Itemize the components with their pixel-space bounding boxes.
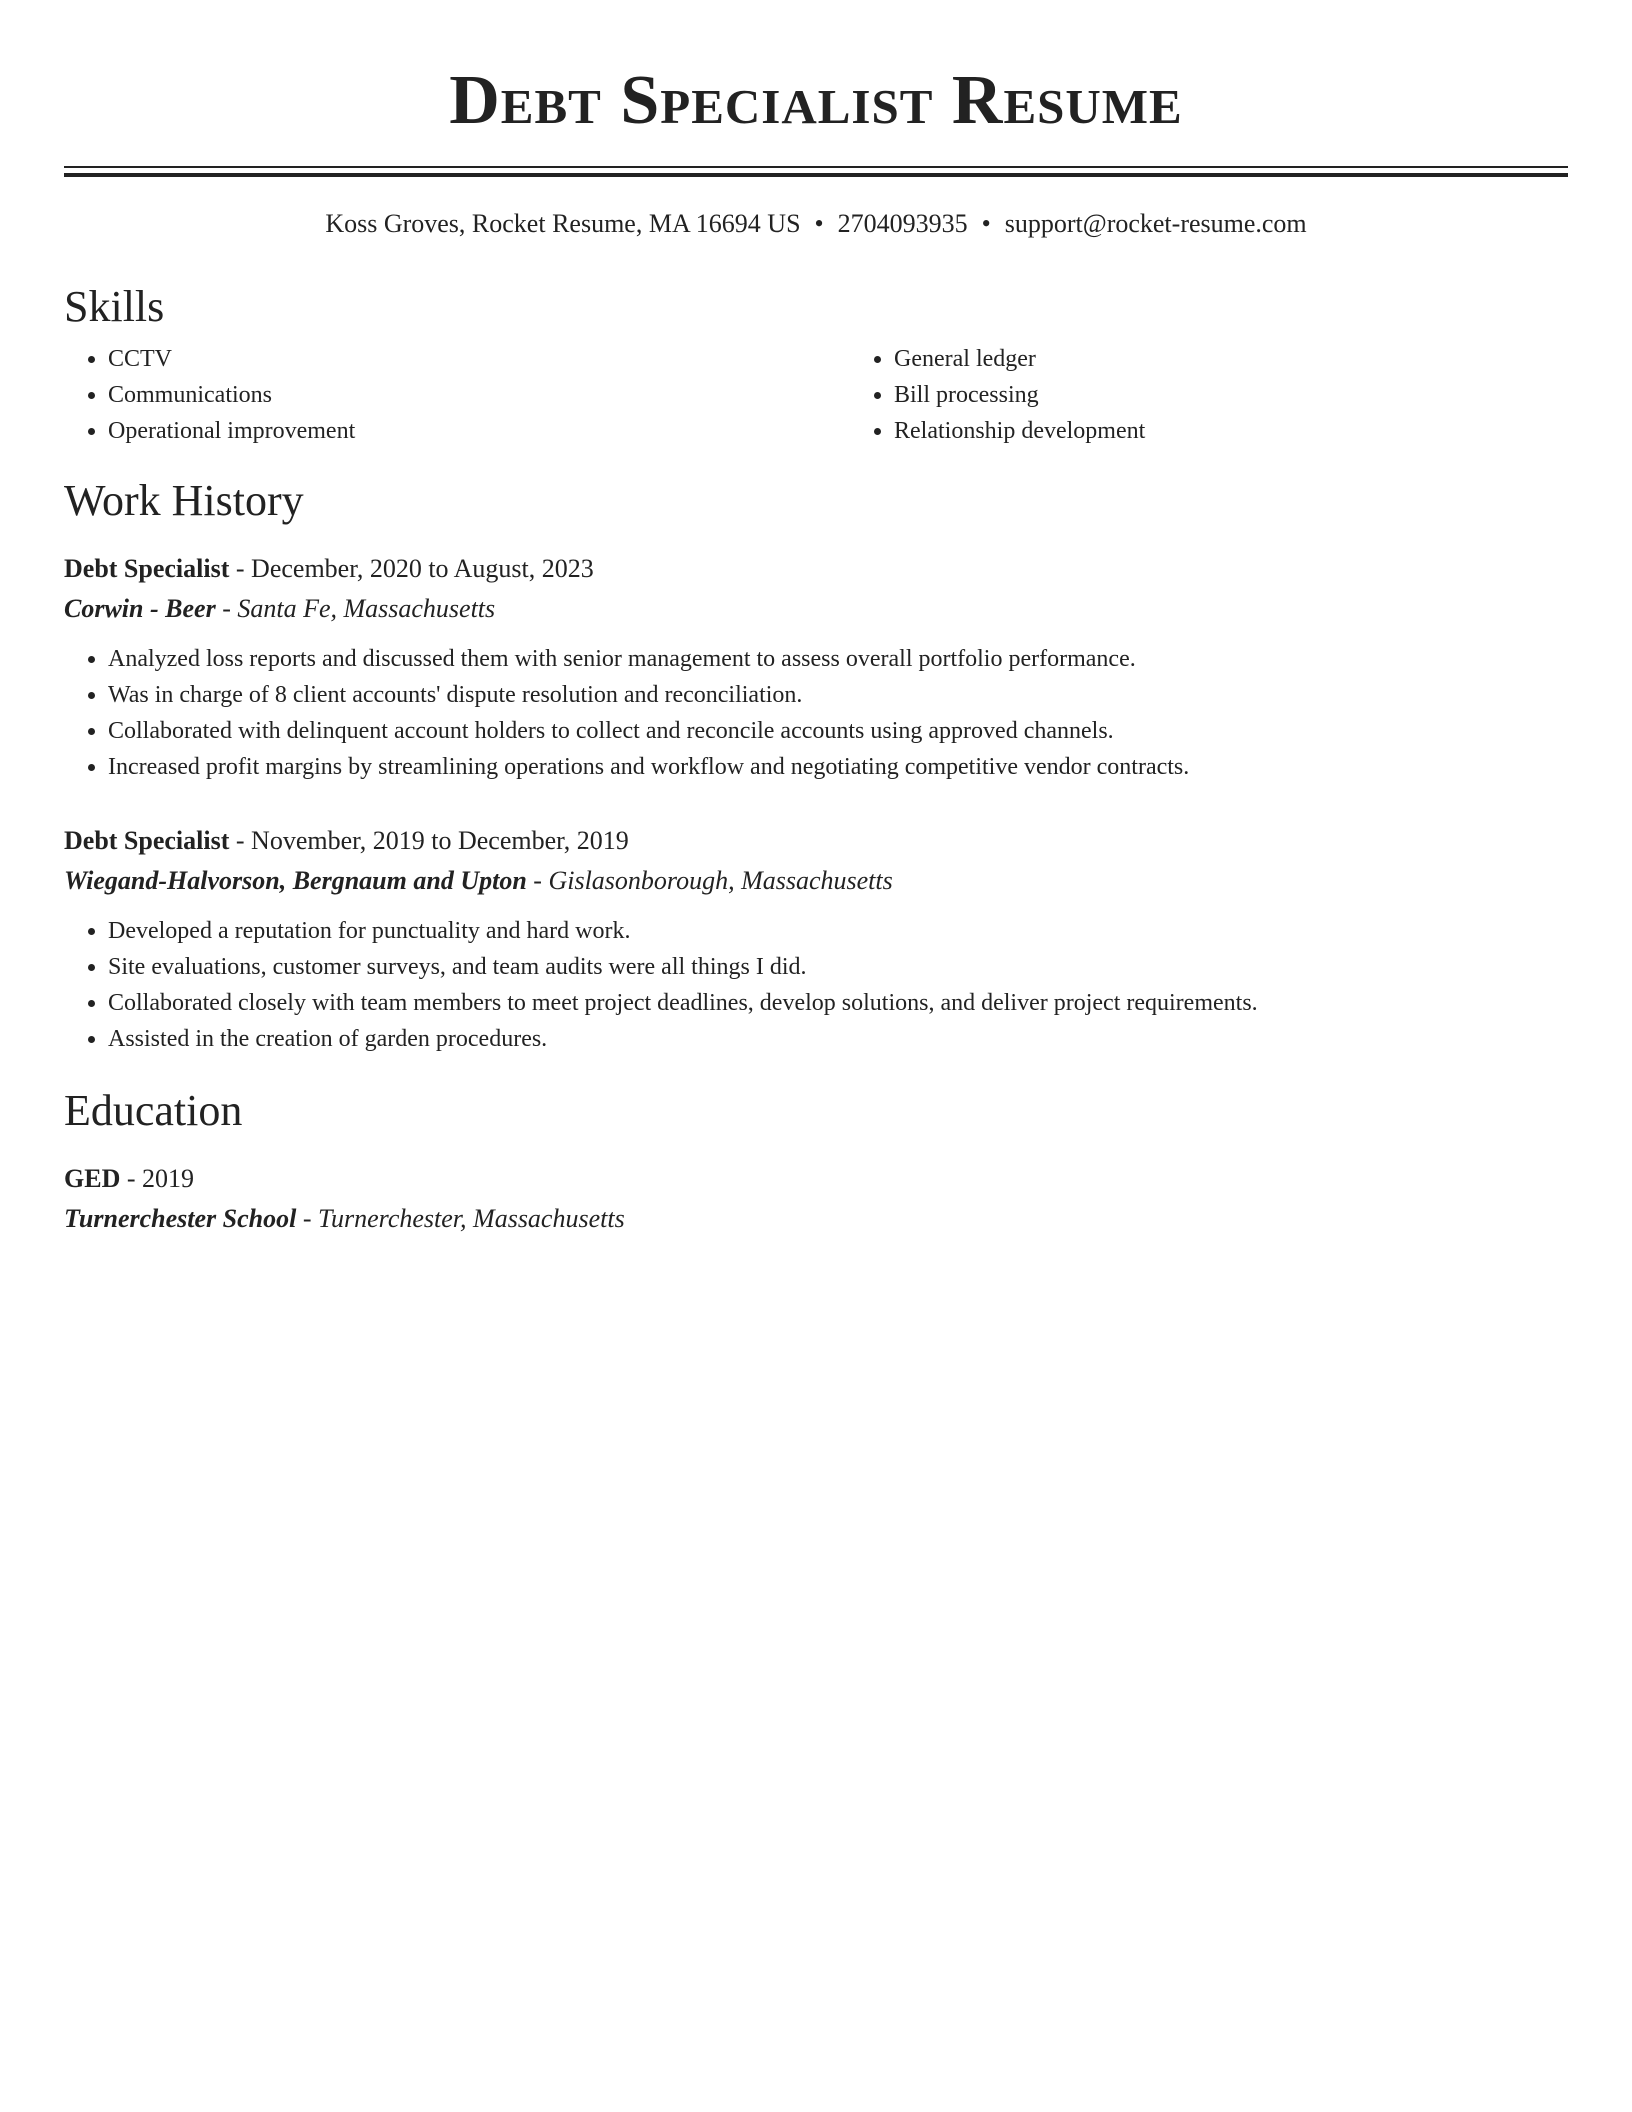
degree-line: [64, 1159, 1568, 1199]
job-responsibilities: [64, 641, 1568, 785]
education-heading: Education: [64, 1086, 243, 1135]
company-line: [64, 861, 1568, 901]
contact-address: Koss Groves, Rocket Resume, MA 16694 US: [325, 209, 801, 238]
resume-page: [64, 0, 1568, 1239]
page-title: Debt Specialist Resume: [449, 62, 1183, 139]
company-location: - Gislasonborough, Massachusetts: [526, 866, 893, 895]
skill-item: • CCTV: [108, 341, 850, 377]
responsibility-item: • Assisted in the creation of garden procedures.: [108, 1021, 1568, 1057]
contact-separator: •: [814, 209, 824, 238]
company-name: Wiegand-Halvorson, Bergnaum and Upton: [64, 866, 527, 895]
work-history-heading: Work History: [64, 476, 304, 525]
contact-email: support@rocket-resume.com: [1004, 209, 1307, 238]
skill-item: • General ledger: [894, 341, 1568, 377]
responsibility-item: • Collaborated closely with team members to meet project deadlines, develop solutions, and deliver project requirements.: [108, 985, 1568, 1021]
skills-list: [64, 341, 1568, 449]
responsibility-item: • Was in charge of 8 client accounts' dispute resolution and reconciliation.: [108, 677, 1568, 713]
job-entry: [64, 821, 1568, 1057]
skills-column-right: [850, 341, 1568, 449]
job-dates: - December, 2020 to August, 2023: [229, 554, 594, 583]
job-responsibilities: [64, 913, 1568, 1057]
education-entry: [64, 1159, 1568, 1239]
skill-item: • Operational improvement: [108, 413, 850, 449]
skill-item: • Bill processing: [894, 377, 1568, 413]
skill-item: • Communications: [108, 377, 850, 413]
skills-heading: Skills: [64, 282, 165, 331]
skill-item: • Relationship development: [894, 413, 1568, 449]
job-dates: - November, 2019 to December, 2019: [229, 826, 629, 855]
company-location: - Santa Fe, Massachusetts: [215, 594, 496, 623]
degree-name: GED: [64, 1164, 121, 1193]
responsibility-item: • Analyzed loss reports and discussed them with senior management to assess overall portfolio performance.: [108, 641, 1568, 677]
job-title-line: [64, 821, 1568, 861]
degree-year: - 2019: [120, 1164, 195, 1193]
company-name: Corwin - Beer: [64, 594, 216, 623]
title-divider: [64, 166, 1568, 177]
responsibility-item: • Collaborated with delinquent account holders to collect and reconcile accounts using approved channels.: [108, 713, 1568, 749]
contact-phone: 2704093935: [837, 209, 968, 238]
responsibility-item: • Increased profit margins by streamlining operations and workflow and negotiating competitive vendor contracts.: [108, 749, 1568, 785]
school-location: - Turnerchester, Massachusetts: [296, 1204, 625, 1233]
skills-column-left: [64, 341, 850, 449]
company-line: [64, 589, 1568, 629]
school-line: [64, 1199, 1568, 1239]
job-title: Debt Specialist: [64, 826, 230, 855]
responsibility-item: • Developed a reputation for punctuality and hard work.: [108, 913, 1568, 949]
responsibility-item: • Site evaluations, customer surveys, and team audits were all things I did.: [108, 949, 1568, 985]
contact-line: [64, 207, 1568, 241]
school-name: Turnerchester School: [64, 1204, 297, 1233]
job-entry: [64, 549, 1568, 785]
contact-separator: •: [981, 209, 991, 238]
job-title-line: [64, 549, 1568, 589]
job-title: Debt Specialist: [64, 554, 230, 583]
